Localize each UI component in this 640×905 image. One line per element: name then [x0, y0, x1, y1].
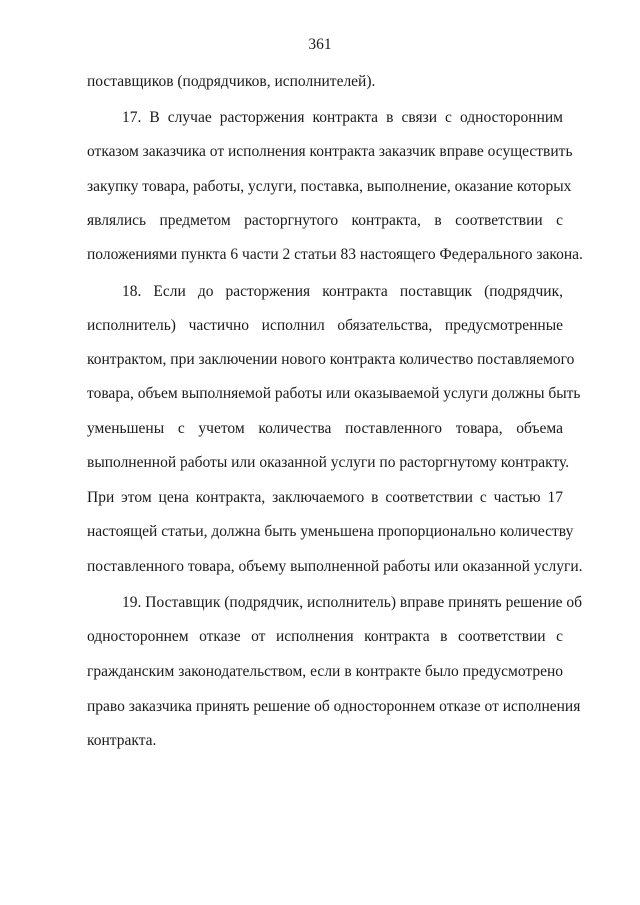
text-line: одностороннем отказе от исполнения контракта в соответствии с [87, 628, 563, 645]
text-line: 18. Если до расторжения контракта поставщик (подрядчик, [122, 283, 563, 300]
text-line: поставленного товара, объему выполненной работы или оказанной услуги. [87, 558, 583, 575]
text-line: отказом заказчика от исполнения контракта заказчик вправе осуществить [87, 143, 573, 160]
text-line: положениями пункта 6 части 2 статьи 83 настоящего Федерального закона. [87, 246, 583, 263]
text-line: контракта. [87, 732, 157, 749]
text-line: право заказчика принять решение об одностороннем отказе от исполнения [87, 698, 581, 715]
text-line: контрактом, при заключении нового контракта количество поставляемого [87, 351, 575, 368]
text-line: закупку товара, работы, услуги, поставка, выполнение, оказание которых [87, 178, 572, 195]
text-line: являлись предметом расторгнутого контракта, в соответствии с [87, 212, 563, 229]
text-line: 17. В случае расторжения контракта в связи с односторонним [122, 109, 563, 126]
text-line: гражданским законодательством, если в контракте было предусмотрено [87, 663, 563, 680]
text-line: поставщиков (подрядчиков, исполнителей). [87, 73, 376, 90]
text-line: уменьшены с учетом количества поставленного товара, объема [87, 420, 563, 437]
text-line: выполненной работы или оказанной услуги по расторгнутому контракту. [87, 454, 570, 471]
text-line: При этом цена контракта, заключаемого в соответствии с частью 17 [87, 489, 563, 506]
text-line: 19. Поставщик (подрядчик, исполнитель) вправе принять решение об [122, 594, 583, 611]
page-number: 361 [308, 36, 332, 53]
text-line: исполнитель) частично исполнил обязательства, предусмотренные [87, 317, 563, 334]
text-line: настоящей статьи, должна быть уменьшена пропорционально количеству [87, 523, 574, 540]
text-line: товара, объем выполняемой работы или оказываемой услуги должны быть [87, 385, 581, 402]
